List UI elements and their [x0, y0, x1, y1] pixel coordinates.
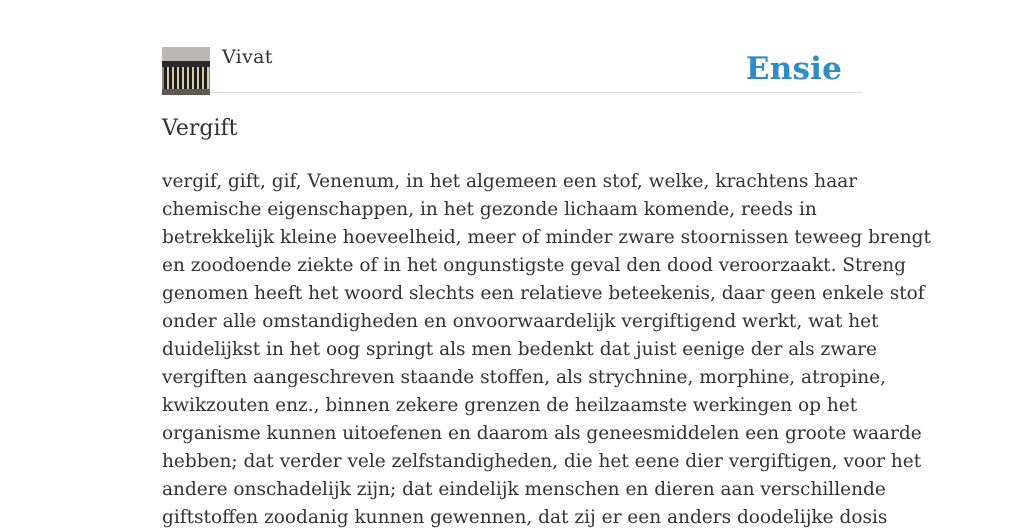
avatar[interactable] — [162, 47, 210, 95]
brand-logo[interactable]: Ensie — [745, 51, 842, 87]
article-line: duidelijkst in het oog springt als men bedenkt dat juist eenige der als zware — [162, 339, 877, 360]
article-line: onder alle omstandigheden en onvoorwaardelijk vergiftigend werkt, wat het — [162, 311, 879, 332]
header — [162, 46, 862, 93]
article-line: vergiften aangeschreven staande stoffen, als strychnine, morphine, atropine, — [162, 367, 887, 388]
article-line: betrekkelijk kleine hoeveelheid, meer of minder zware stoornissen teweeg brengt — [162, 227, 931, 248]
article-line: hebben; dat verder vele zelfstandigheden, die het eene dier vergiftigen, voor het — [162, 451, 922, 472]
source-name[interactable]: Vivat — [222, 46, 273, 68]
article-line: giftstoffen zoodanig kunnen gewennen, dat zij er een anders doodelijke dosis — [162, 507, 888, 528]
article-line: organisme kunnen uitoefenen en daarom als geneesmiddelen een groote waarde — [162, 423, 922, 444]
page-title: Vergift — [162, 116, 238, 141]
article-line: vergif, gift, gif, Venenum, in het algemeen een stof, welke, krachtens haar — [162, 171, 858, 192]
article-line: kwikzouten enz., binnen zekere grenzen de heilzaamste werkingen op het — [162, 395, 858, 416]
article-line: andere onschadelijk zijn; dat eindelijk menschen en dieren aan verschillende — [162, 479, 886, 500]
article-line: genomen heeft het woord slechts een relatieve beteekenis, daar geen enkele stof — [162, 283, 925, 304]
article-line: en zoodoende ziekte of in het ongunstigste geval den dood veroorzaakt. Streng — [162, 255, 907, 276]
article-body — [162, 168, 931, 532]
books-thumbnail-icon — [162, 47, 210, 95]
article-line: chemische eigenschappen, in het gezonde lichaam komende, reeds in — [162, 199, 817, 220]
